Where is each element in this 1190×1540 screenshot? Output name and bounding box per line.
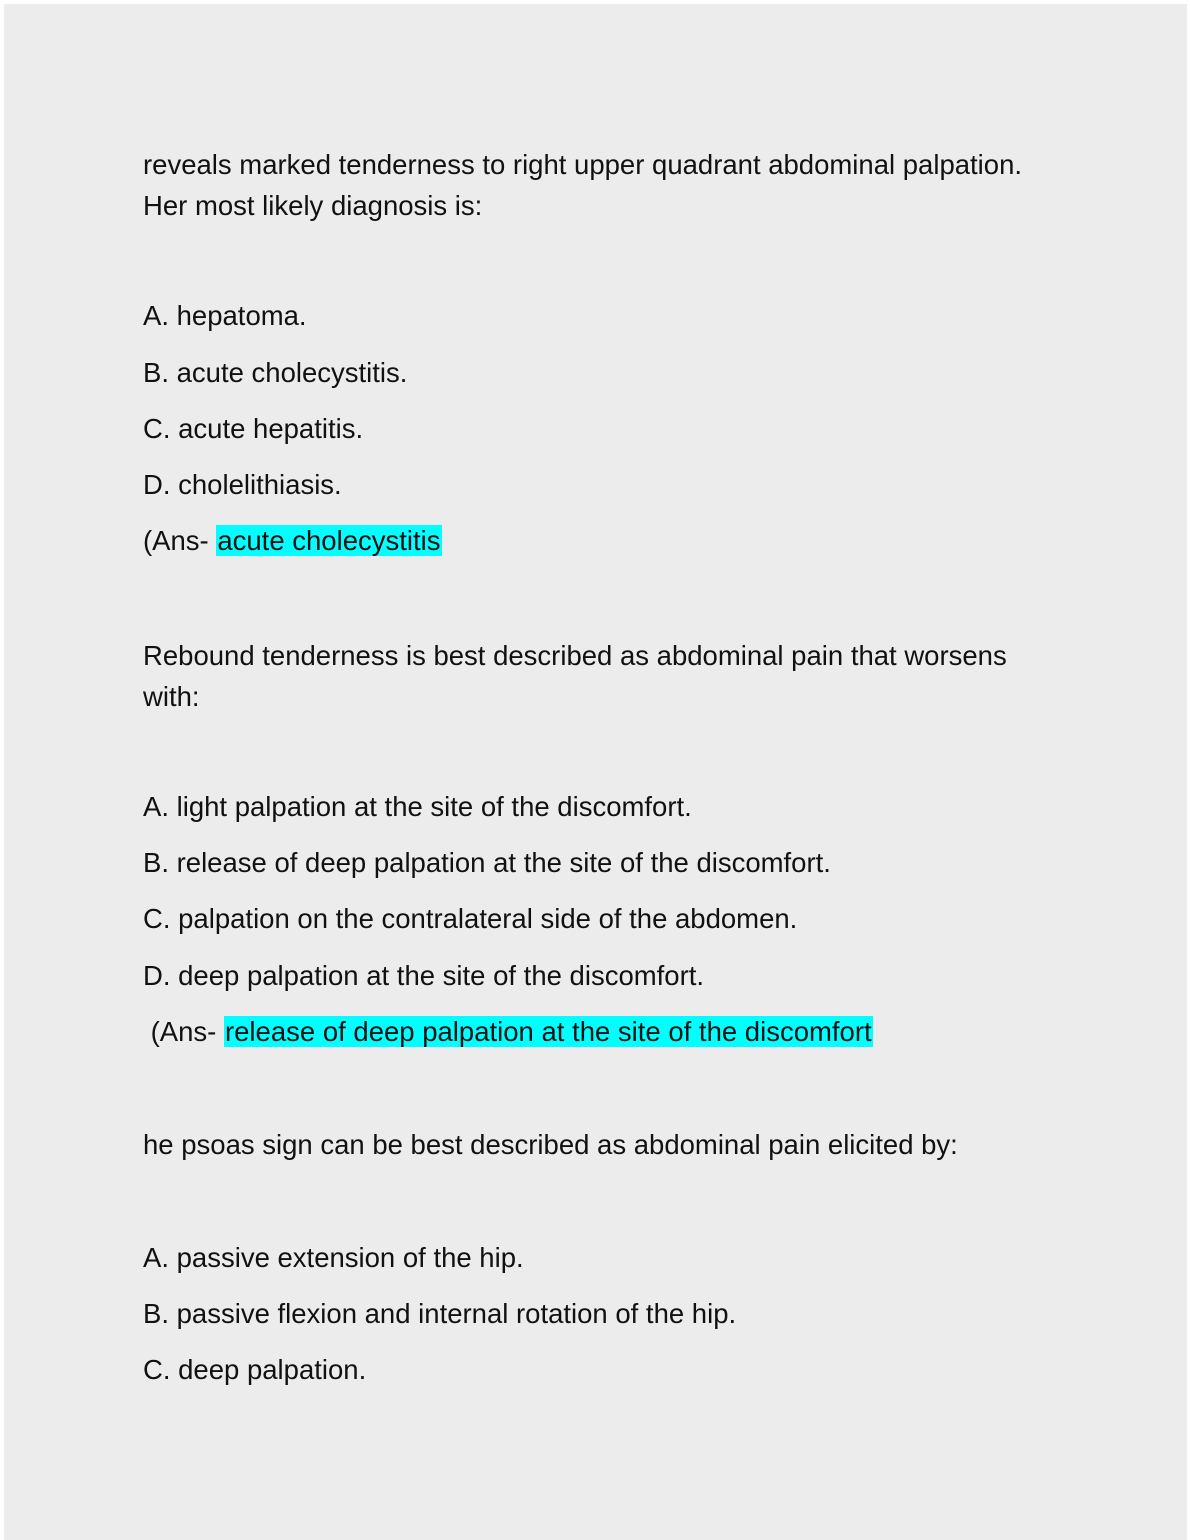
question-2-stem: Rebound tenderness is best described as abdominal pain that worsens with: [143,640,1007,712]
document-page [4,4,1187,1540]
question-3-option-a: A. passive extension of the hip. [143,1242,524,1273]
question-3-option-b: B. passive flexion and internal rotation of the hip. [143,1298,737,1329]
question-2-option-c: C. palpation on the contralateral side of the abdomen. [143,903,798,934]
highlighted-answer: acute cholecystitis [217,525,441,556]
question-1-option-a: A. hepatoma. [143,300,307,331]
question-1-answer [143,522,442,560]
question-2-option-a: A. light palpation at the site of the discomfort. [143,791,692,822]
question-3-stem: he psoas sign can be best described as abdominal pain elicited by: [143,1129,958,1160]
question-3-option-c: C. deep palpation. [143,1354,367,1385]
highlighted-answer: release of deep palpation at the site of the discomfort [224,1016,872,1047]
question-1-option-c: C. acute hepatitis. [143,413,364,444]
question-2-answer [143,1013,873,1051]
question-2-option-b: B. release of deep palpation at the site of the discomfort. [143,847,831,878]
answer-prefix: (Ans- [143,1016,224,1047]
question-1-stem: reveals marked tenderness to right upper quadrant abdominal palpation. Her most likely diagnosis is: [143,149,1023,221]
answer-prefix: (Ans- [143,525,217,556]
question-1-option-b: B. acute cholecystitis. [143,357,408,388]
question-2-option-d: D. deep palpation at the site of the discomfort. [143,960,705,991]
question-1-option-d: D. cholelithiasis. [143,469,342,500]
